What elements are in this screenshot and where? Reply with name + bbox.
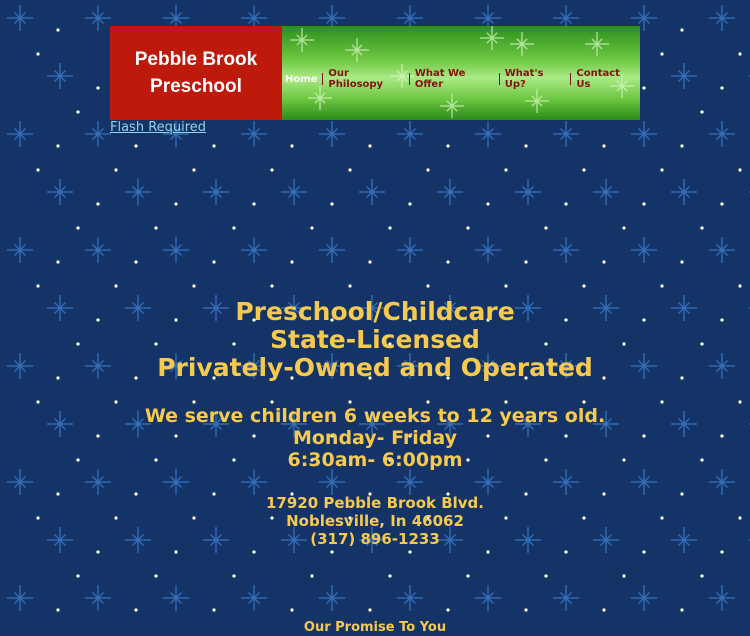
nav-contact-us[interactable]: Contact Us [576, 68, 620, 90]
logo-line-2: Preschool [150, 76, 242, 97]
nav-bar [282, 26, 640, 120]
intro-line-3: Privately-Owned and Operated [157, 353, 593, 382]
city-state-zip: Noblesville, In 46062 [286, 512, 464, 530]
intro-heading [0, 298, 750, 382]
hours-block [0, 405, 750, 471]
site-header [110, 26, 640, 120]
street-address: 17920 Pebble Brook Blvd. [265, 494, 484, 512]
site-logo[interactable] [110, 26, 282, 120]
nav-our-philosophy[interactable]: Our Philosopy [328, 68, 384, 90]
flash-required-link[interactable]: Flash Required [110, 120, 207, 135]
nav-home[interactable]: Home [285, 73, 318, 85]
intro-line-2: State-Licensed [270, 325, 480, 354]
phone-number: (317) 896-1233 [310, 530, 440, 548]
days-text: Monday- Friday [292, 427, 458, 449]
address-block [0, 494, 750, 548]
main-nav [285, 68, 640, 90]
times-text: 6:30am- 6:00pm [287, 449, 463, 471]
nav-what-we-offer[interactable]: What We Offer [414, 68, 466, 90]
promise-heading: Our Promise To You [303, 620, 447, 635]
intro-line-1: Preschool/Childcare [235, 297, 515, 326]
nav-whats-up[interactable]: What's Up? [504, 68, 544, 90]
logo-line-1: Pebble Brook [134, 49, 258, 70]
ages-text: We serve children 6 weeks to 12 years old. [144, 405, 606, 427]
